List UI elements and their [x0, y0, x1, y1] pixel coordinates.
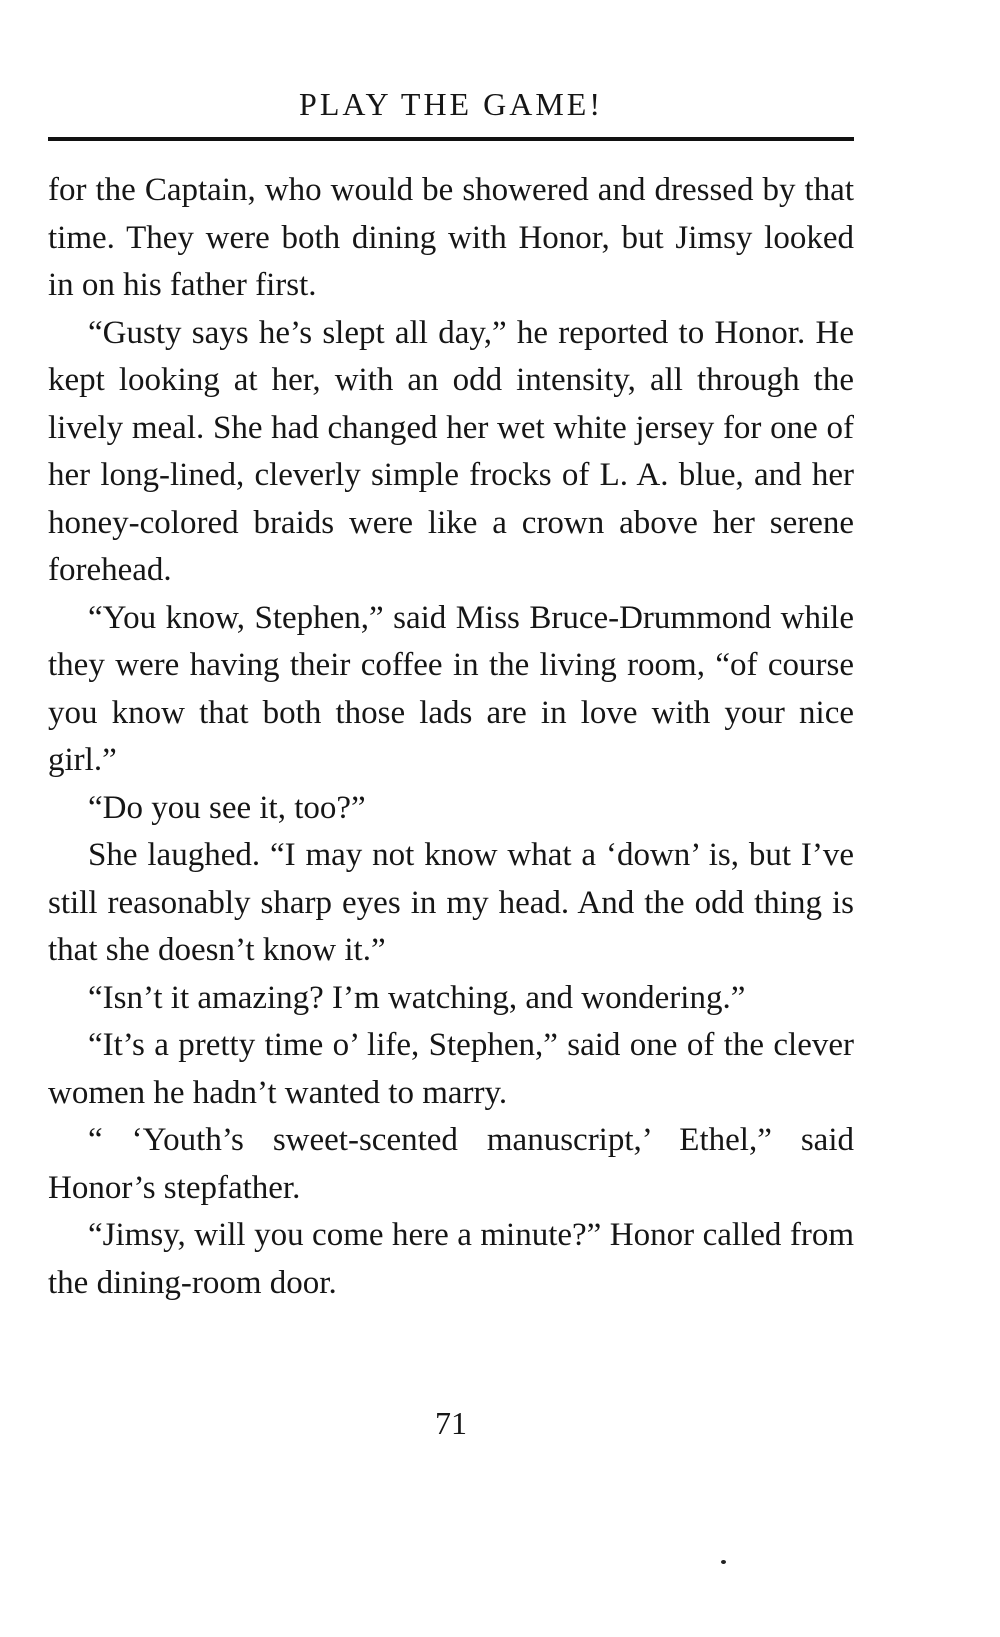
paragraph: “It’s a pretty time o’ life, Stephen,” said one of the clever women he hadn’t wanted to marry. [48, 1027, 854, 1111]
body-text [48, 167, 854, 1307]
paragraph: “Isn’t it amazing? I’m watching, and wondering.” [88, 979, 746, 1016]
paragraph: “You know, Stephen,” said Miss Bruce-Drummond while they were having their coffee in the living room, “of course you know that both those lads are in love with your nice girl.” [48, 599, 854, 778]
page-number: 71 [435, 1405, 467, 1441]
header-rule [48, 137, 854, 141]
ink-speck [721, 1560, 726, 1564]
paragraph: She laughed. “I may not know what a ‘down’ is, but I’ve still reasonably sharp eyes in my head. And the odd thing is that she doesn’t know it.” [48, 837, 854, 968]
paragraph: “Gusty says he’s slept all day,” he reported to Honor. He kept looking at her, with an odd intensity, all through the lively meal. She had changed her wet white jersey for one of her long-lined, cleverly simple frocks of L. A. blue, and her honey-colored braids were like a crown above her serene forehead. [48, 314, 854, 588]
paragraph: “Jimsy, will you come here a minute?” Honor called from the dining-room door. [48, 1217, 854, 1301]
paragraph: “ ‘Youth’s sweet-scented manuscript,’ Ethel,” said Honor’s stepfather. [48, 1122, 854, 1206]
paragraph: “Do you see it, too?” [88, 789, 366, 826]
running-head-title: PLAY THE GAME! [299, 86, 603, 122]
paragraph: for the Captain, who would be showered and dressed by that time. They were both dining with Honor, but Jimsy looked in on his father first. [48, 172, 854, 303]
